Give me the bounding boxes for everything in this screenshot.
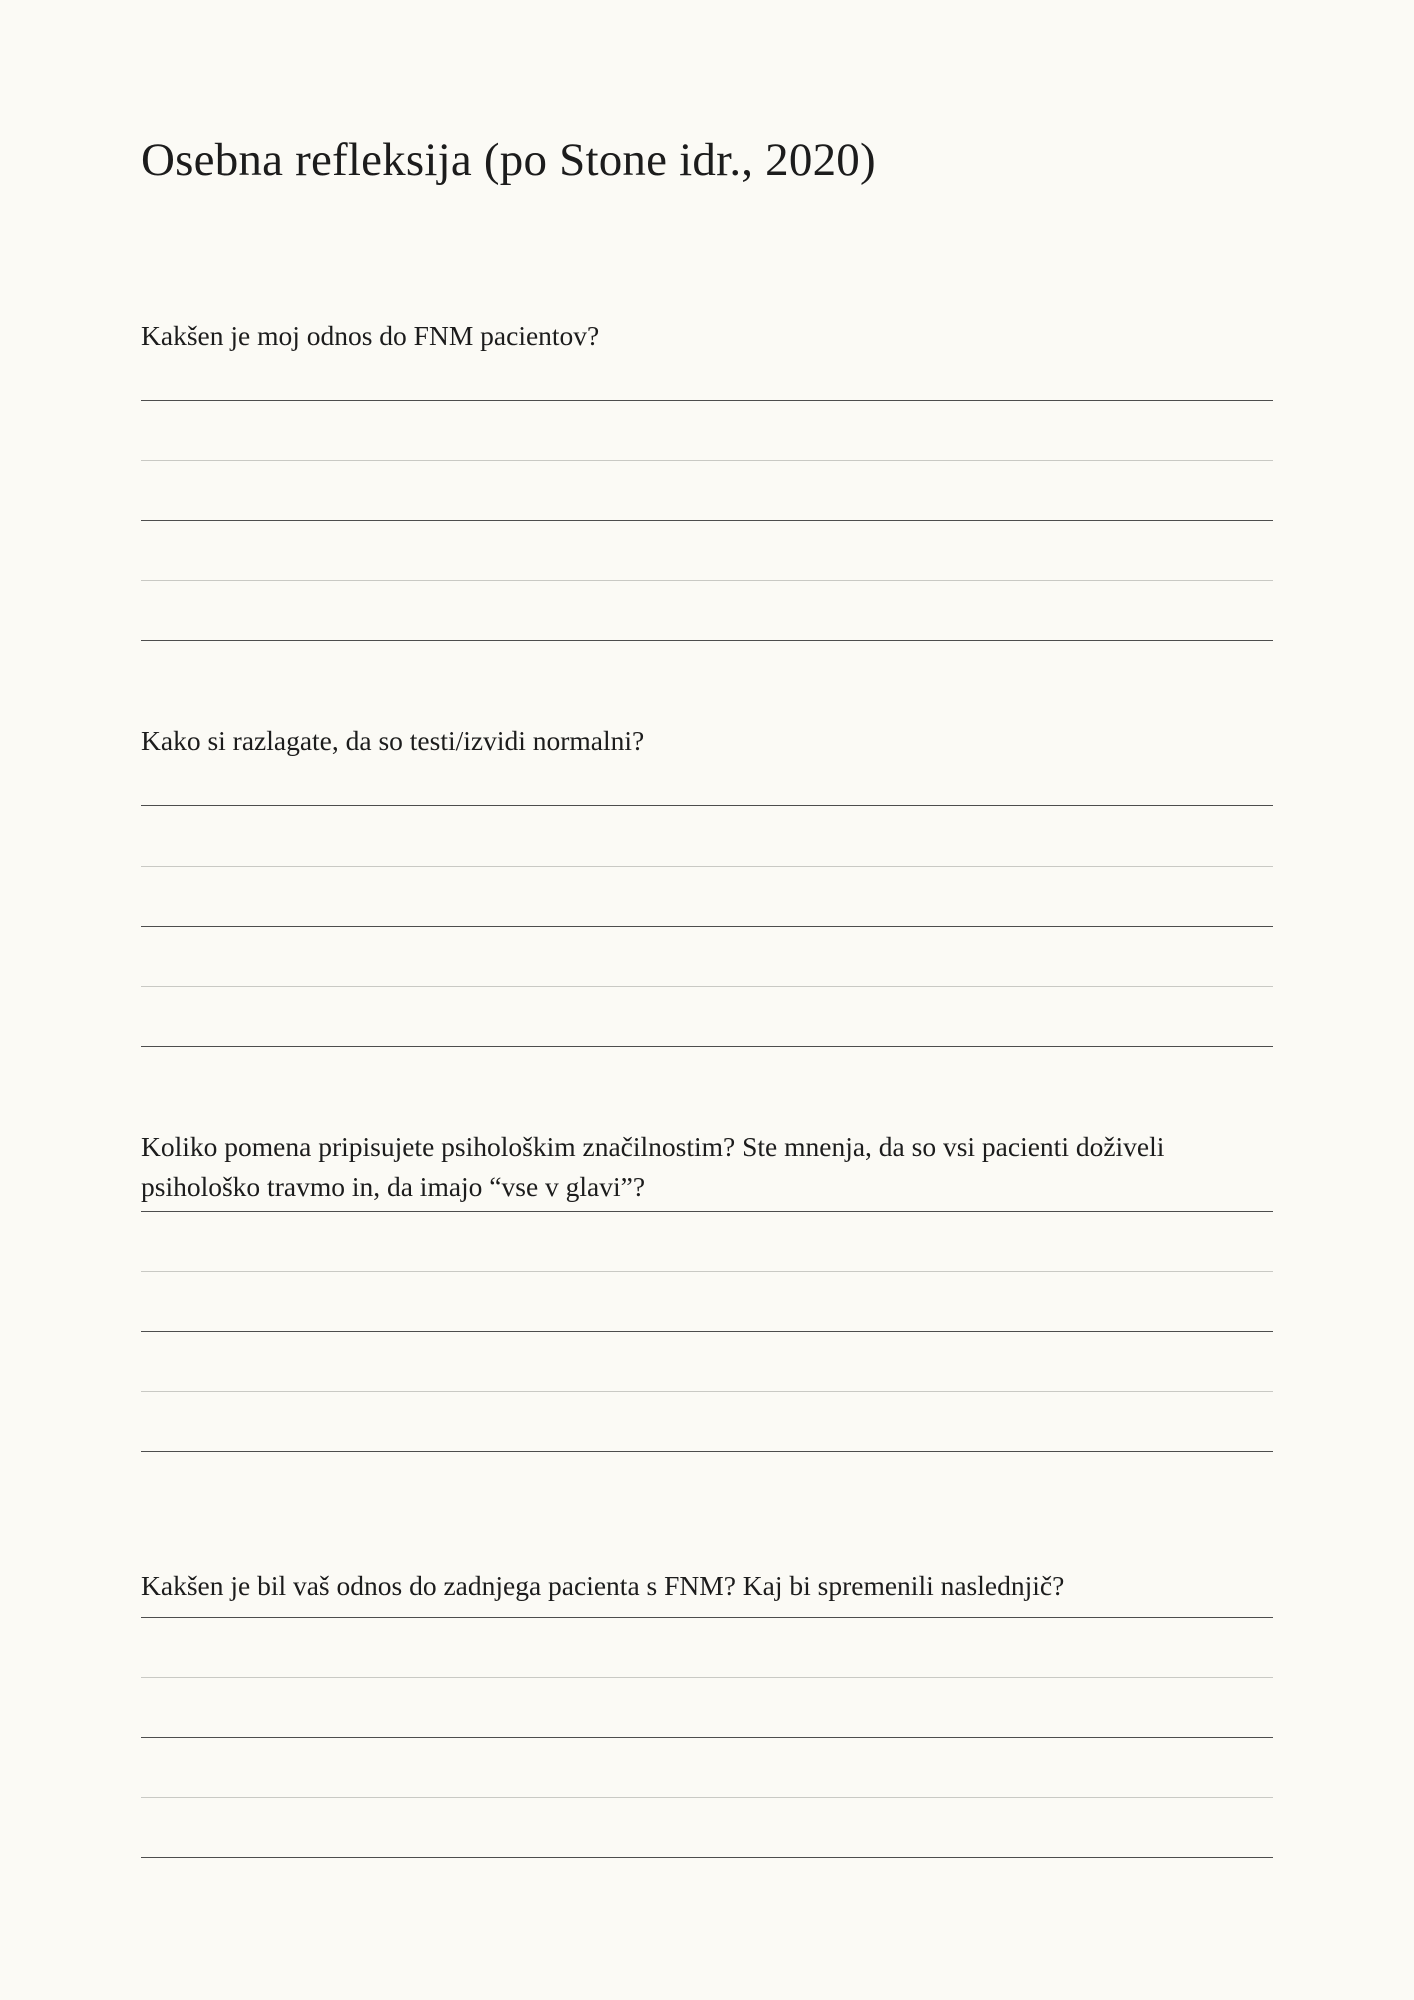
question-2: Kako si razlagate, da so testi/izvidi normalni? — [141, 725, 645, 756]
question-4: Kakšen je bil vaš odnos do zadnjega pacienta s FNM? Kaj bi spremenili naslednjič? — [141, 1570, 1065, 1601]
answer-line[interactable] — [141, 1331, 1273, 1332]
answer-line[interactable] — [141, 460, 1273, 461]
answer-line[interactable] — [141, 1677, 1273, 1678]
answer-line[interactable] — [141, 1211, 1273, 1212]
answer-line[interactable] — [141, 520, 1273, 521]
answer-line[interactable] — [141, 986, 1273, 987]
answer-line[interactable] — [141, 1046, 1273, 1047]
answer-line[interactable] — [141, 1271, 1273, 1272]
question-3: Koliko pomena pripisujete psihološkim značilnostim? Ste mnenja, da so vsi pacienti doživeli psihološko travmo in, da imajo “vse v glavi”? — [141, 1131, 1165, 1202]
answer-line[interactable] — [141, 580, 1273, 581]
answer-line[interactable] — [141, 805, 1273, 806]
answer-line[interactable] — [141, 1857, 1273, 1858]
answer-line[interactable] — [141, 1391, 1273, 1392]
answer-line[interactable] — [141, 1451, 1273, 1452]
answer-line[interactable] — [141, 400, 1273, 401]
question-1: Kakšen je moj odnos do FNM pacientov? — [141, 320, 600, 351]
answer-line[interactable] — [141, 640, 1273, 641]
answer-line[interactable] — [141, 926, 1273, 927]
answer-line[interactable] — [141, 1797, 1273, 1798]
page-title: Osebna refleksija (po Stone idr., 2020) — [141, 134, 876, 186]
answer-line[interactable] — [141, 1617, 1273, 1618]
answer-line[interactable] — [141, 1737, 1273, 1738]
answer-line[interactable] — [141, 866, 1273, 867]
